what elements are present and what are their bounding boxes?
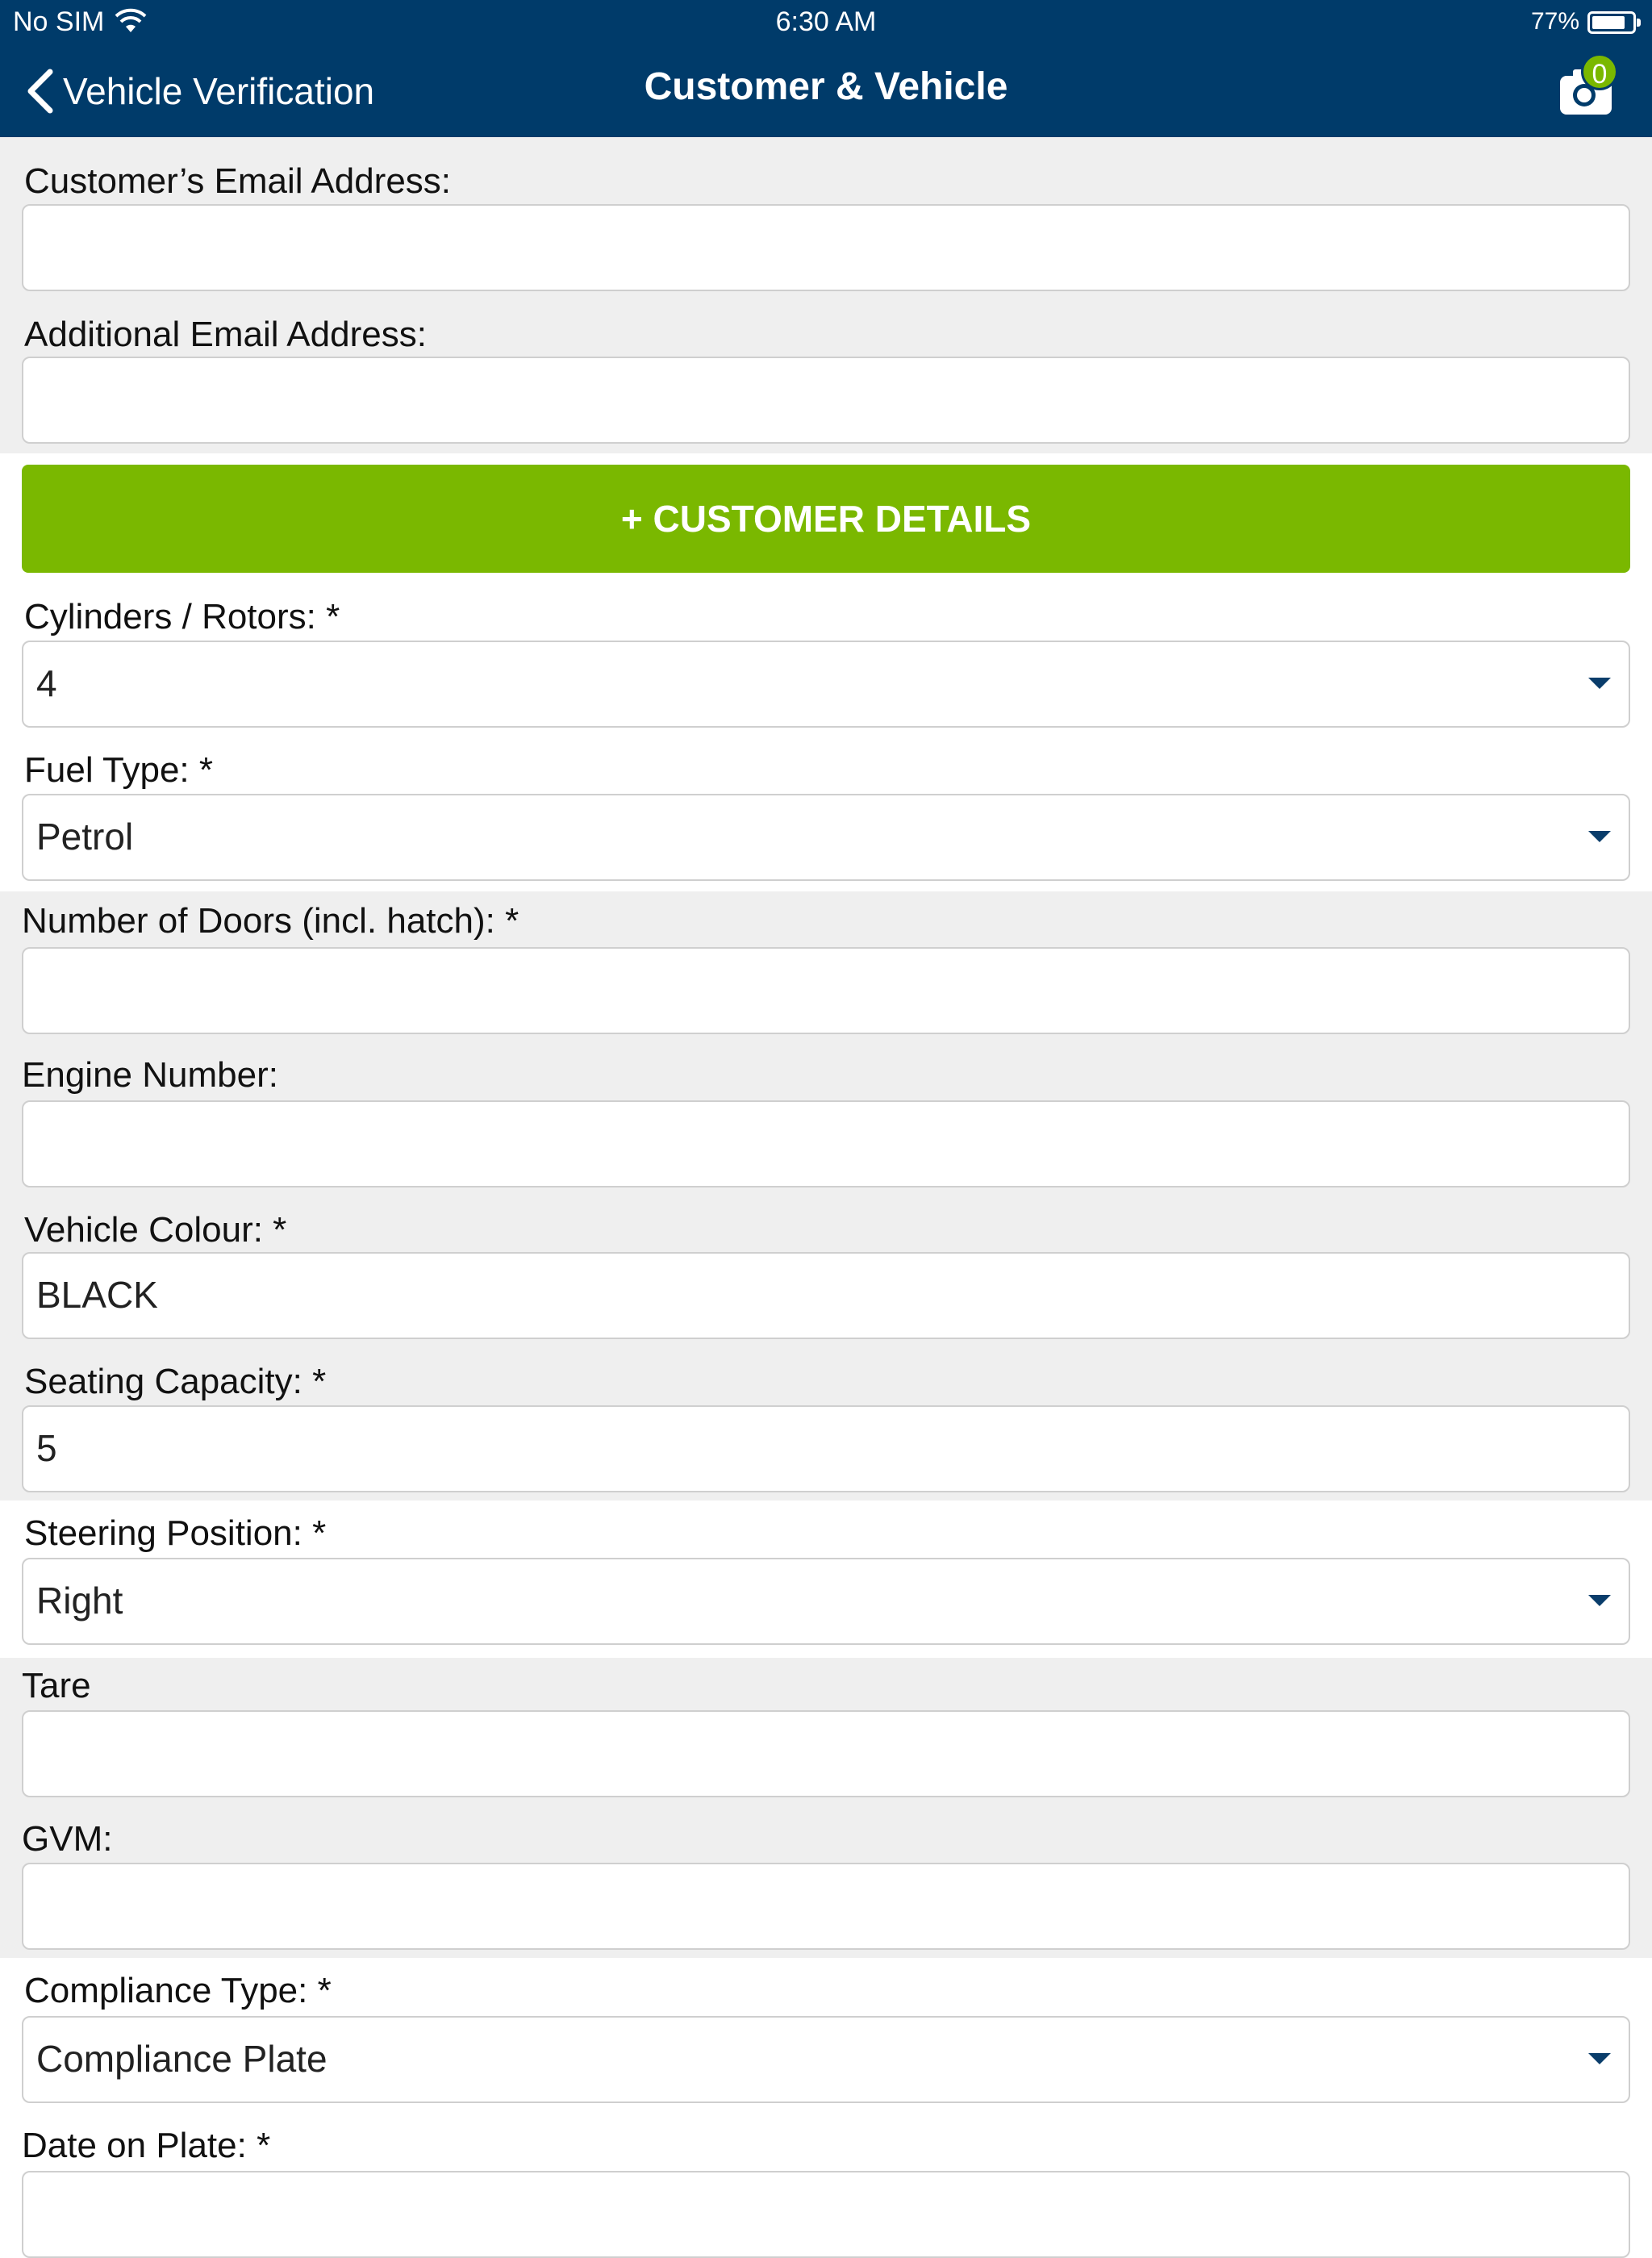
- customer-email-label: Customer’s Email Address:: [24, 161, 452, 201]
- seating-capacity-input[interactable]: 5: [22, 1405, 1630, 1492]
- chevron-down-icon: [1588, 1595, 1611, 1606]
- colour-seating-section: [0, 1194, 1652, 1500]
- status-bar: [0, 0, 1652, 45]
- customer-email-input[interactable]: [22, 204, 1630, 291]
- battery-percent: 77%: [1530, 8, 1579, 35]
- engine-number-input[interactable]: [22, 1100, 1630, 1187]
- clock: 6:30 AM: [775, 6, 877, 37]
- doors-input[interactable]: [22, 947, 1630, 1034]
- gvm-label: GVM:: [22, 1819, 113, 1859]
- steering-position-label: Steering Position: *: [24, 1513, 327, 1553]
- weights-section: [0, 1658, 1652, 1958]
- additional-email-input[interactable]: [22, 357, 1630, 444]
- email-section: [0, 137, 1652, 453]
- app-header: [0, 0, 1652, 137]
- chevron-down-icon: [1588, 678, 1611, 689]
- photo-count-badge: 0: [1581, 53, 1618, 90]
- doors-engine-section: [0, 891, 1652, 1194]
- date-on-plate-label: Date on Plate: *: [22, 2126, 271, 2165]
- compliance-section: [0, 1958, 1652, 2204]
- chevron-down-icon: [1588, 2053, 1611, 2064]
- back-label: Vehicle Verification: [63, 70, 375, 112]
- additional-email-label: Additional Email Address:: [24, 315, 427, 354]
- tare-label: Tare: [22, 1666, 91, 1705]
- carrier-label: No SIM: [13, 6, 105, 37]
- page-title: Customer & Vehicle: [644, 65, 1008, 108]
- fuel-type-select[interactable]: Petrol: [22, 794, 1630, 881]
- cylinders-label: Cylinders / Rotors: *: [24, 597, 340, 636]
- vehicle-colour-label: Vehicle Colour: *: [24, 1210, 287, 1250]
- engine-section: [0, 581, 1652, 891]
- compliance-type-label: Compliance Type: *: [24, 1971, 332, 2010]
- chevron-down-icon: [1588, 831, 1611, 842]
- battery-icon: [1587, 11, 1636, 34]
- tare-input[interactable]: [22, 1710, 1630, 1797]
- cylinders-select[interactable]: 4: [22, 641, 1630, 728]
- engine-number-label: Engine Number:: [22, 1055, 278, 1095]
- fuel-type-label: Fuel Type: *: [24, 750, 213, 790]
- steering-section: [0, 1500, 1652, 1658]
- date-on-plate-input[interactable]: [22, 2171, 1630, 2258]
- steering-position-select[interactable]: Right: [22, 1558, 1630, 1645]
- vehicle-colour-input[interactable]: BLACK: [22, 1252, 1630, 1339]
- doors-label: Number of Doors (incl. hatch): *: [22, 901, 519, 941]
- seating-capacity-label: Seating Capacity: *: [24, 1362, 327, 1401]
- compliance-type-select[interactable]: Compliance Plate: [22, 2016, 1630, 2103]
- gvm-input[interactable]: [22, 1863, 1630, 1950]
- customer-details-button[interactable]: + CUSTOMER DETAILS: [22, 465, 1630, 573]
